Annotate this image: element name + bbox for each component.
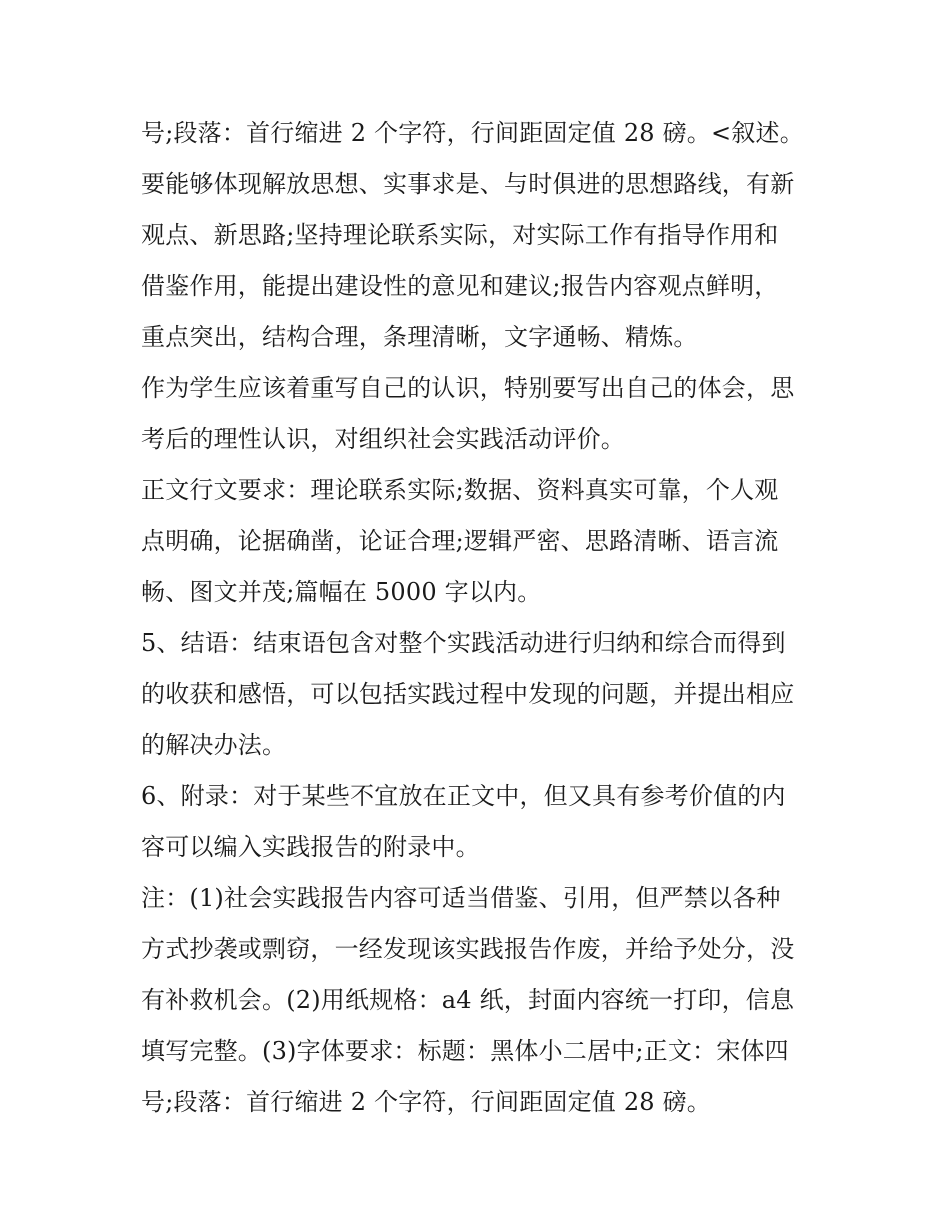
text-line: 作为学生应该着重写自己的认识，特别要写出自己的体会，思 xyxy=(141,374,795,402)
text-line: 要能够体现解放思想、实事求是、与时俱进的思想路线，有新 xyxy=(141,170,795,198)
text-line: 容可以编入实践报告的附录中。 xyxy=(141,833,480,861)
text-line: 借鉴作用，能提出建设性的意见和建议;报告内容观点鲜明， xyxy=(141,272,779,300)
text-line: 方式抄袭或剽窃，一经发现该实践报告作废，并给予处分，没 xyxy=(141,935,795,963)
text-line: 观点、新思路;坚持理论联系实际，对实际工作有指导作用和 xyxy=(141,221,779,249)
text-line: 的解决办法。 xyxy=(141,731,287,759)
text-line: 考后的理性认识，对组织社会实践活动评价。 xyxy=(141,425,625,453)
text-line: 号;段落：首行缩进 2 个字符，行间距固定值 28 磅。 xyxy=(141,1088,712,1116)
text-line: 5、结语：结束语包含对整个实践活动进行归纳和综合而得到 xyxy=(141,629,786,657)
text-line: 点明确，论据确凿，论证合理;逻辑严密、思路清晰、语言流 xyxy=(141,527,779,555)
text-line: 填写完整。(3)字体要求：标题：黑体小二居中;正文：宋体四 xyxy=(141,1037,789,1065)
document-body xyxy=(141,108,821,1128)
text-line: 号;段落：首行缩进 2 个字符，行间距固定值 28 磅。<叙述。 xyxy=(141,119,804,147)
text-line: 的收获和感悟，可以包括实践过程中发现的问题，并提出相应 xyxy=(141,680,795,708)
text-line: 正文行文要求：理论联系实际;数据、资料真实可靠，个人观 xyxy=(141,476,779,504)
text-line: 畅、图文并茂;篇幅在 5000 字以内。 xyxy=(141,578,542,606)
text-line: 有补救机会。(2)用纸规格：a4 纸，封面内容统一打印，信息 xyxy=(141,986,795,1014)
text-line: 重点突出，结构合理，条理清晰，文字通畅、精炼。 xyxy=(141,323,698,351)
text-line: 注：(1)社会实践报告内容可适当借鉴、引用，但严禁以各种 xyxy=(141,884,781,912)
text-line: 6、附录：对于某些不宜放在正文中，但又具有参考价值的内 xyxy=(141,782,786,810)
